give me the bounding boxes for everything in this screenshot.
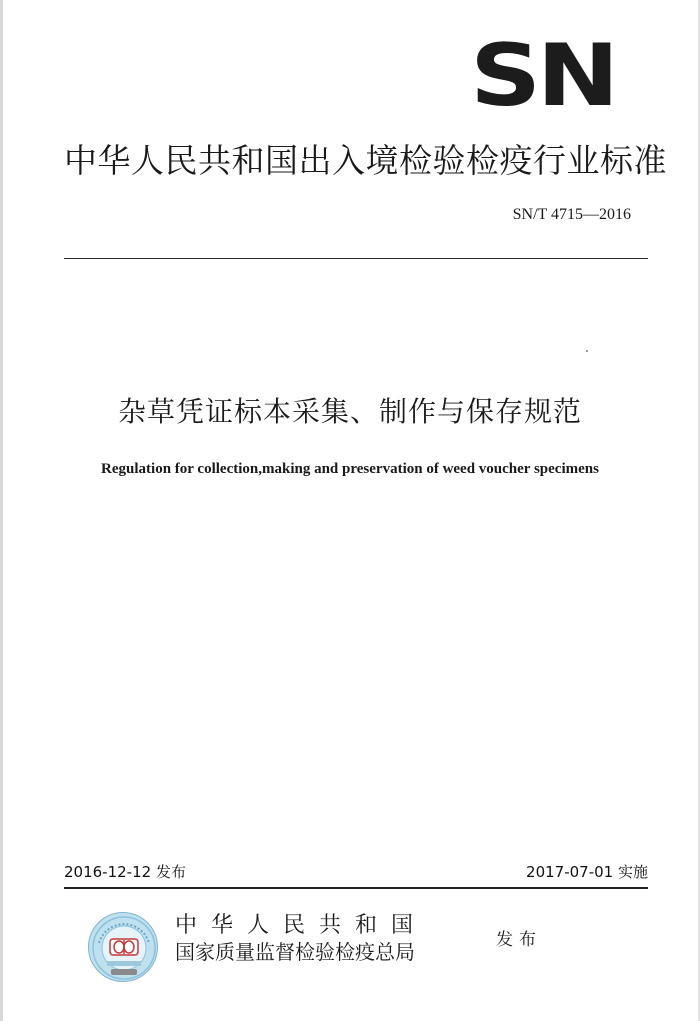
footer-divider — [64, 887, 648, 889]
seal-graphic — [89, 913, 158, 982]
publisher-action: 发布 — [496, 930, 542, 950]
publisher-agency: 国家质量监督检验检疫总局 — [175, 940, 415, 964]
standard-category-title: 中华人民共和国出入境检验检疫行业标准 — [64, 141, 667, 180]
publisher-country: 中华人民共和国 — [175, 913, 428, 938]
document-title-chinese: 杂草凭证标本采集、制作与保存规范 — [117, 395, 582, 428]
scan-edge-left — [0, 0, 3, 1021]
anti-counterfeit-seal-icon — [88, 912, 158, 982]
scan-speck — [586, 350, 588, 352]
issue-date: 2016-12-12 发布 — [64, 863, 186, 881]
standard-number: SN/T 4715—2016 — [512, 206, 631, 223]
sn-logo: SN — [470, 26, 615, 126]
implementation-date: 2017-07-01 实施 — [526, 863, 648, 881]
header-divider — [64, 258, 648, 259]
document-title-english: Regulation for collection,making and preservation of weed voucher specimens — [101, 461, 599, 477]
